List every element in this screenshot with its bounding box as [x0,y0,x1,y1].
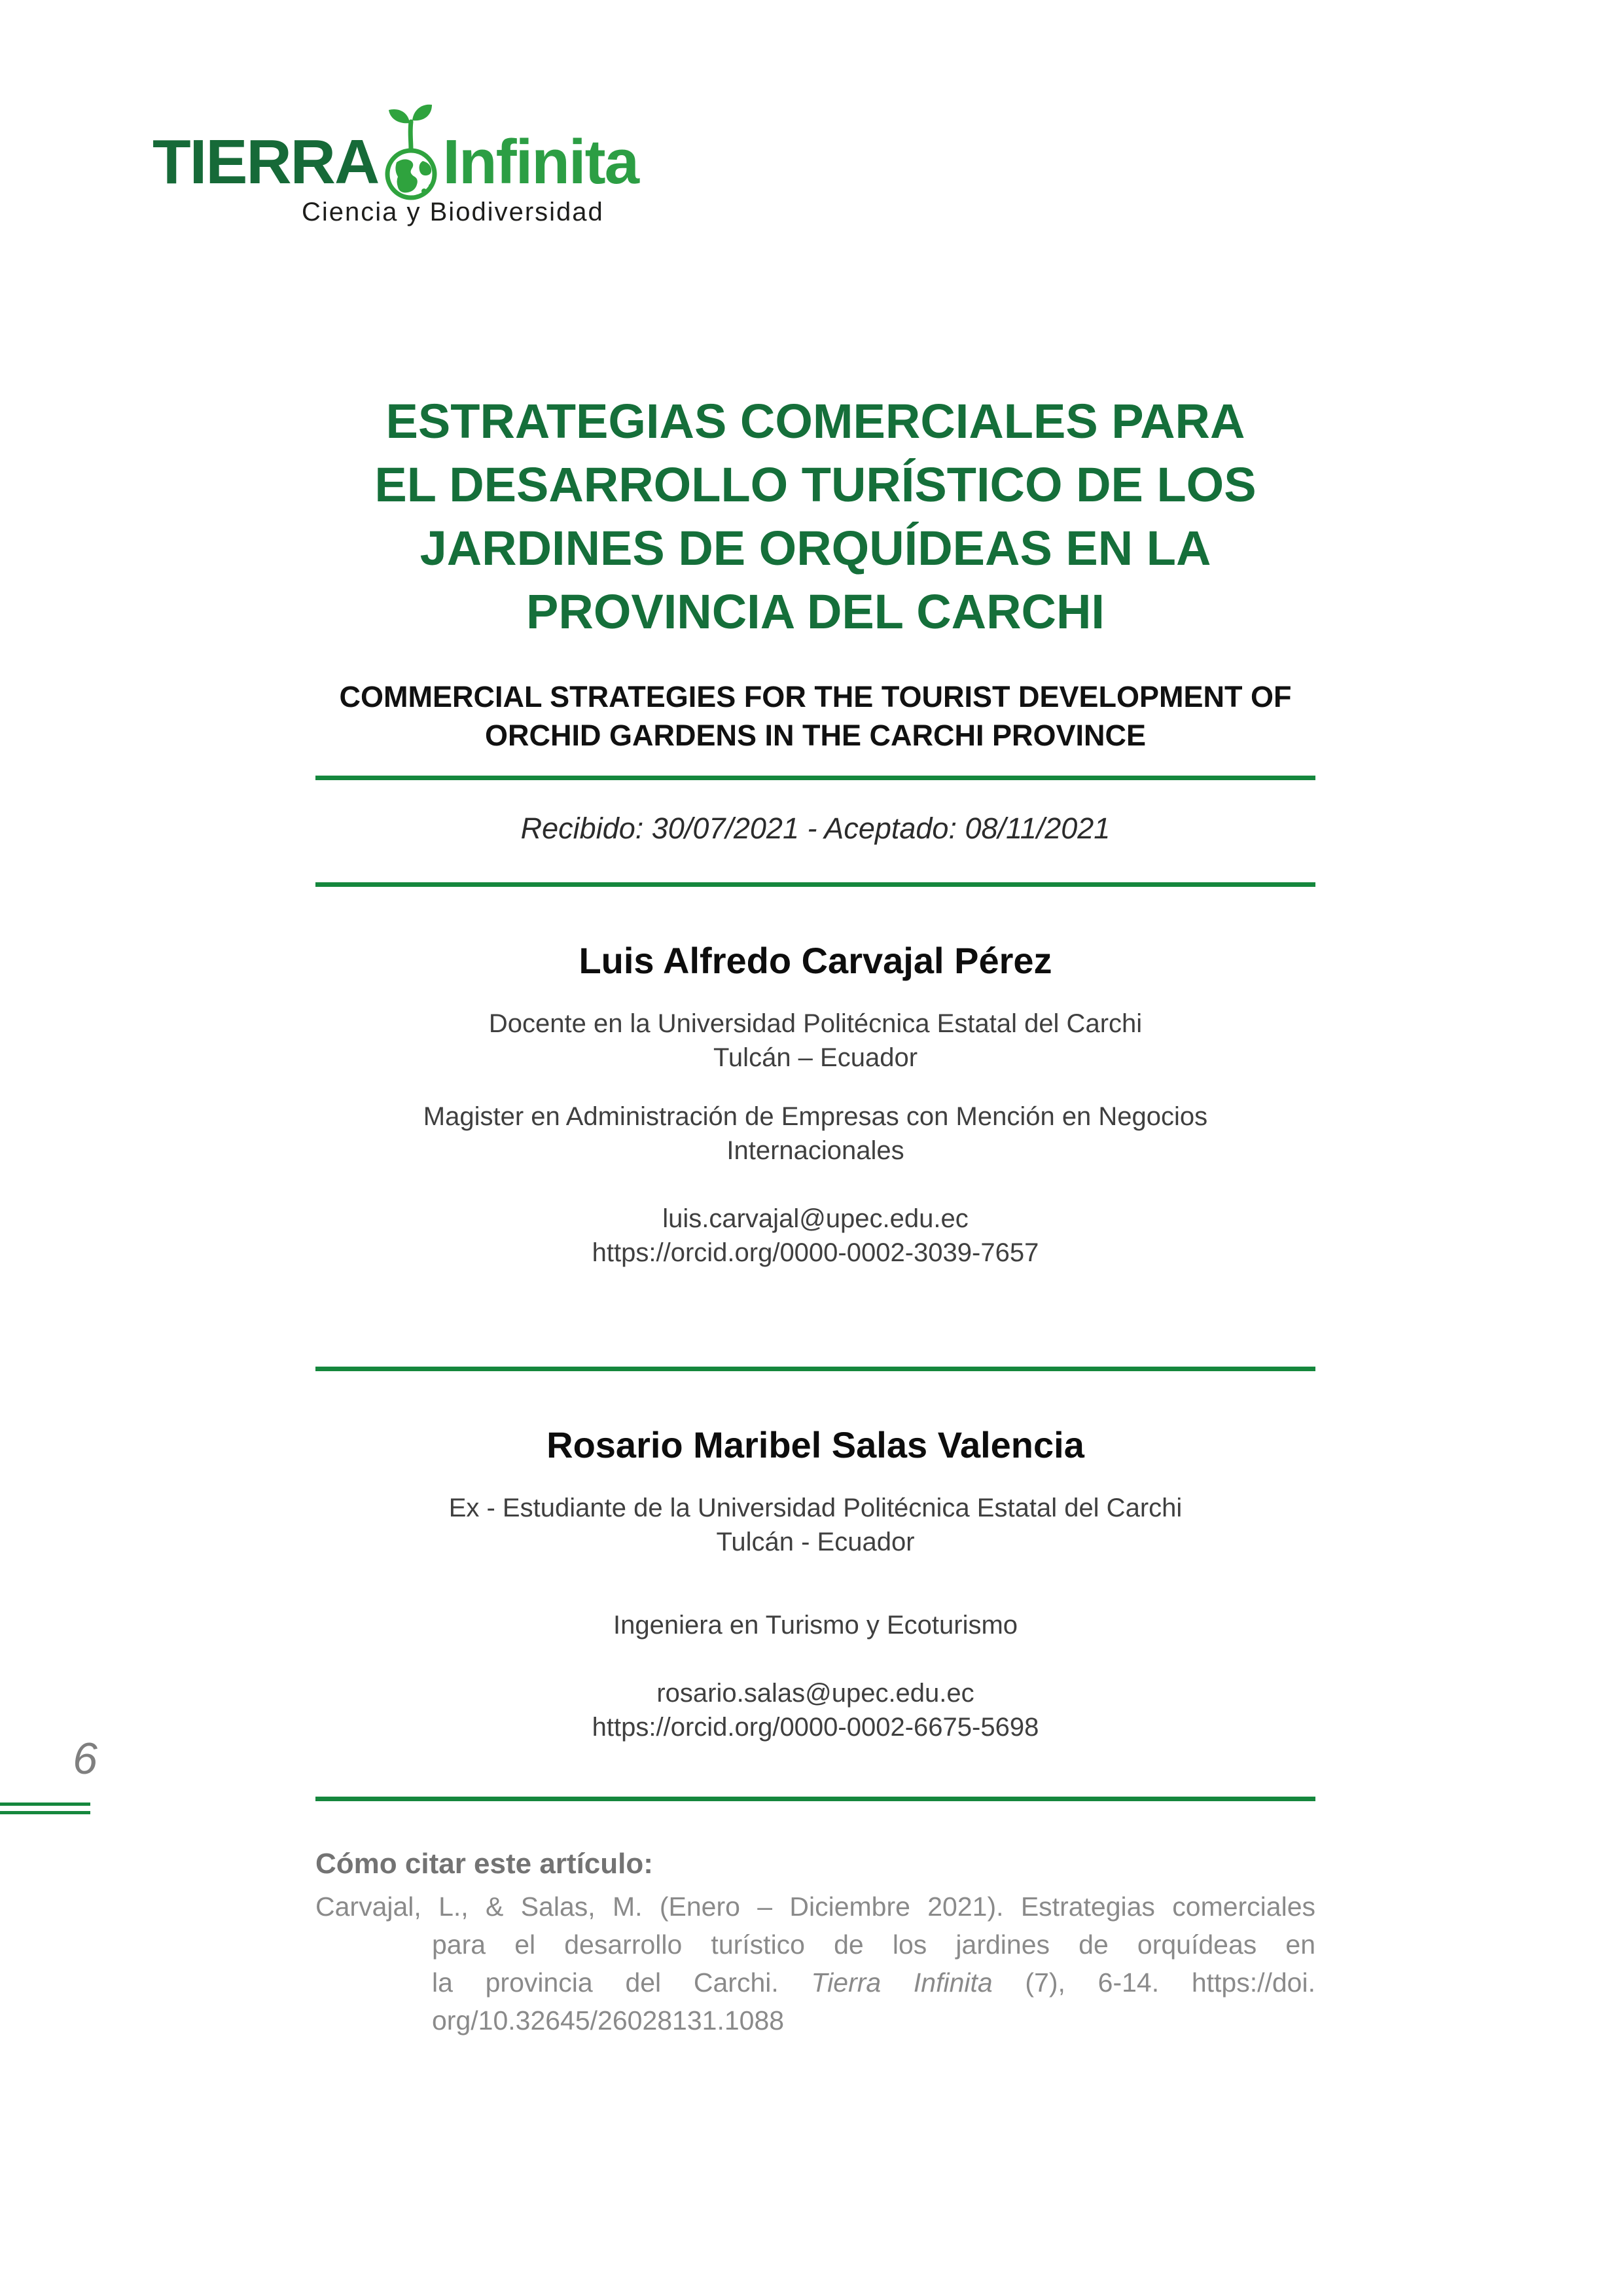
article-header-column [315,0,1315,2039]
green-divider [315,776,1315,780]
degree-line: Magister en Administración de Empresas con Mención en Negocios [423,1102,1208,1131]
page-number: 6 [73,1734,98,1784]
logo-word-infinita: Infinita [442,127,638,197]
journal-name-italic: Tierra Infinita [811,1967,993,1998]
author-block-2 [315,1424,1315,1744]
citation-line: org/10.32645/26028131.1088 [432,2005,785,2036]
title-line: ESTRATEGIAS COMERCIALES PARA [385,394,1245,448]
author-name: Luis Alfredo Carvajal Pérez [579,940,1052,981]
author-affiliation [315,1491,1315,1559]
citation-line [315,1964,1315,2001]
green-divider [315,882,1315,887]
title-line: EL DESARROLLO TURÍSTICO DE LOS [374,457,1257,512]
author-degree [315,1608,1315,1642]
author-contact [315,1202,1315,1270]
degree-line: Internacionales [726,1136,904,1165]
affiliation-line: Docente en la Universidad Politécnica Estatal del Carchi [488,1009,1143,1038]
title-line: PROVINCIA DEL CARCHI [526,584,1105,639]
logo-tagline: Ciencia y Biodiversidad [302,198,604,226]
page-number-rule [0,1803,90,1806]
citation-segment: (7), 6-14. https://doi. [992,1967,1315,1998]
citation-heading: Cómo citar este artículo: [315,1848,653,1880]
citation-segment: la provincia del Carchi. [432,1967,812,1998]
article-title-english [315,677,1315,755]
citation-text [315,1888,1315,2039]
logo-word-tierra: TIERRA [152,127,379,197]
green-divider [315,1367,1315,1371]
author-orcid-url: https://orcid.org/0000-0002-3039-7657 [592,1238,1039,1267]
page-number-rule [0,1811,90,1814]
author-name: Rosario Maribel Salas Valencia [546,1424,1084,1465]
author-orcid-url: https://orcid.org/0000-0002-6675-5698 [592,1713,1039,1742]
green-divider [315,1797,1315,1801]
received-accepted-dates: Recibido: 30/07/2021 - Aceptado: 08/11/2021 [520,812,1111,845]
author-affiliation [315,1007,1315,1075]
author-contact [315,1676,1315,1744]
affiliation-line: Tulcán – Ecuador [713,1043,918,1072]
author-email: luis.carvajal@upec.edu.ec [662,1204,969,1233]
article-title-spanish [315,389,1315,643]
citation-line: para el desarrollo turístico de los jardines de orquídeas en [432,1929,1315,1960]
degree-line: Ingeniera en Turismo y Ecoturismo [613,1611,1018,1640]
title-line: JARDINES DE ORQUÍDEAS EN LA [419,521,1211,575]
affiliation-line: Ex - Estudiante de la Universidad Politécnica Estatal del Carchi [448,1494,1183,1522]
author-email: rosario.salas@upec.edu.ec [656,1679,974,1708]
affiliation-line: Tulcán - Ecuador [716,1528,915,1556]
citation-line: Carvajal, L., & Salas, M. (Enero – Diciembre 2021). Estrategias comerciales [315,1892,1315,1922]
title-line: ORCHID GARDENS IN THE CARCHI PROVINCE [484,719,1147,752]
title-line: COMMERCIAL STRATEGIES FOR THE TOURIST DEVELOPMENT OF [339,680,1292,713]
author-degree [315,1100,1315,1168]
author-block-1 [315,939,1315,1270]
